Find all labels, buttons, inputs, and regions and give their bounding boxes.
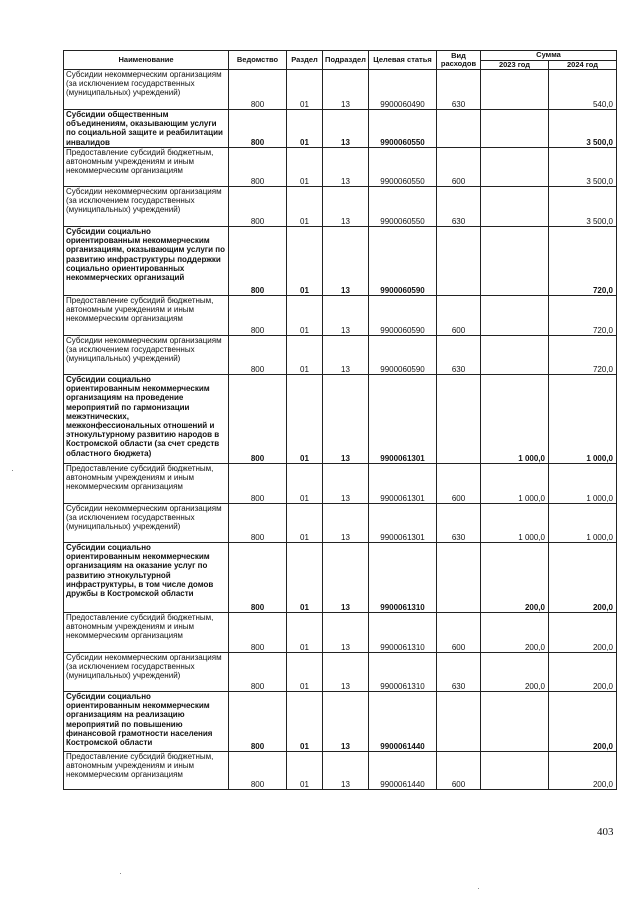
row-sum-2023: 1 000,0 (481, 464, 549, 504)
row-sum-2023 (481, 187, 549, 227)
row-name: Предоставление субсидий бюджетным, автономным учреждениям и иным некоммерческим организациям (64, 613, 229, 653)
row-department: 800 (229, 653, 287, 692)
row-expense-type: 630 (437, 504, 481, 543)
row-department: 800 (229, 148, 287, 187)
row-expense-type: 600 (437, 464, 481, 504)
row-expense-type (437, 227, 481, 296)
row-target-item: 9900060590 (369, 296, 437, 336)
header-year-2023: 2023 год (481, 60, 549, 70)
header-sum: Сумма (481, 51, 617, 61)
row-expense-type: 630 (437, 187, 481, 227)
row-name: Субсидии некоммерческим организациям (за исключением государственных (муниципальных) учреждений) (64, 187, 229, 227)
row-subsection: 13 (323, 110, 369, 148)
row-department: 800 (229, 296, 287, 336)
table-row (64, 752, 617, 790)
scan-speck (478, 888, 479, 889)
row-sum-2024: 3 500,0 (549, 110, 617, 148)
scan-speck (120, 873, 121, 874)
row-department: 800 (229, 464, 287, 504)
row-sum-2023 (481, 70, 549, 110)
row-expense-type (437, 692, 481, 752)
row-name: Субсидии социально ориентированным некоммерческим организациям на проведение мероприятий по гармонизации межэтнических, межконфессиональных отношений и этнокультурному развитию народов в Костромской области (за счет средств областного бюджета) (64, 375, 229, 464)
row-department: 800 (229, 227, 287, 296)
row-sum-2023: 200,0 (481, 543, 549, 613)
row-name: Предоставление субсидий бюджетным, автономным учреждениям и иным некоммерческим организациям (64, 296, 229, 336)
header-row-top (64, 51, 617, 61)
row-target-item: 9900061440 (369, 692, 437, 752)
row-sum-2023 (481, 692, 549, 752)
row-sum-2024: 1 000,0 (549, 504, 617, 543)
row-expense-type: 600 (437, 148, 481, 187)
row-section: 01 (287, 70, 323, 110)
row-target-item: 9900061310 (369, 613, 437, 653)
row-subsection: 13 (323, 613, 369, 653)
header-subsection: Подраздел (323, 51, 369, 70)
row-sum-2024: 720,0 (549, 227, 617, 296)
row-section: 01 (287, 752, 323, 790)
row-department: 800 (229, 504, 287, 543)
row-subsection: 13 (323, 296, 369, 336)
table-row (64, 692, 617, 752)
row-sum-2023 (481, 110, 549, 148)
row-department: 800 (229, 613, 287, 653)
row-subsection: 13 (323, 70, 369, 110)
row-sum-2023 (481, 752, 549, 790)
row-subsection: 13 (323, 187, 369, 227)
row-subsection: 13 (323, 336, 369, 375)
scan-speck (12, 470, 13, 471)
row-expense-type: 630 (437, 70, 481, 110)
row-name: Субсидии общественным объединениям, оказывающим услуги по социальной защите и реабилитации инвалидов (64, 110, 229, 148)
row-target-item: 9900060590 (369, 336, 437, 375)
row-sum-2024: 1 000,0 (549, 375, 617, 464)
row-subsection: 13 (323, 543, 369, 613)
header-expense-type: Вид расходов (437, 51, 481, 70)
row-expense-type: 600 (437, 296, 481, 336)
table-row (64, 227, 617, 296)
row-section: 01 (287, 653, 323, 692)
budget-table (63, 50, 617, 790)
row-sum-2024: 200,0 (549, 653, 617, 692)
row-name: Субсидии некоммерческим организациям (за исключением государственных (муниципальных) учреждений) (64, 336, 229, 375)
row-department: 800 (229, 70, 287, 110)
row-name: Предоставление субсидий бюджетным, автономным учреждениям и иным некоммерческим организациям (64, 752, 229, 790)
row-section: 01 (287, 504, 323, 543)
row-department: 800 (229, 752, 287, 790)
row-target-item: 9900061301 (369, 375, 437, 464)
header-year-2024: 2024 год (549, 60, 617, 70)
row-subsection: 13 (323, 504, 369, 543)
row-name: Субсидии некоммерческим организациям (за исключением государственных (муниципальных) учреждений) (64, 70, 229, 110)
table-body (64, 70, 617, 790)
row-section: 01 (287, 375, 323, 464)
row-target-item: 9900061310 (369, 653, 437, 692)
row-target-item: 9900060550 (369, 187, 437, 227)
row-section: 01 (287, 148, 323, 187)
row-department: 800 (229, 110, 287, 148)
row-sum-2023 (481, 336, 549, 375)
row-department: 800 (229, 336, 287, 375)
row-target-item: 9900061310 (369, 543, 437, 613)
row-sum-2024: 200,0 (549, 613, 617, 653)
row-sum-2024: 1 000,0 (549, 464, 617, 504)
table-row (64, 375, 617, 464)
row-name: Субсидии социально ориентированным некоммерческим организациям на реализацию мероприятий по повышению финансовой грамотности населения Костромской области (64, 692, 229, 752)
row-department: 800 (229, 187, 287, 227)
row-sum-2023: 200,0 (481, 613, 549, 653)
row-name: Предоставление субсидий бюджетным, автономным учреждениям и иным некоммерческим организациям (64, 464, 229, 504)
header-department: Ведомство (229, 51, 287, 70)
row-name: Субсидии социально ориентированным некоммерческим организациям, оказывающим услуги по развитию инфраструктуры поддержки социально ориентированных некоммерческих организаций (64, 227, 229, 296)
row-subsection: 13 (323, 464, 369, 504)
row-subsection: 13 (323, 375, 369, 464)
row-sum-2024: 540,0 (549, 70, 617, 110)
row-target-item: 9900060550 (369, 110, 437, 148)
row-name: Субсидии некоммерческим организациям (за исключением государственных (муниципальных) учреждений) (64, 504, 229, 543)
row-subsection: 13 (323, 227, 369, 296)
row-sum-2023: 1 000,0 (481, 504, 549, 543)
header-section: Раздел (287, 51, 323, 70)
row-sum-2023: 200,0 (481, 653, 549, 692)
row-section: 01 (287, 543, 323, 613)
table-row (64, 464, 617, 504)
row-name: Субсидии некоммерческим организациям (за исключением государственных (муниципальных) учреждений) (64, 653, 229, 692)
table-row (64, 336, 617, 375)
row-sum-2024: 720,0 (549, 296, 617, 336)
row-target-item: 9900061301 (369, 464, 437, 504)
row-sum-2023 (481, 148, 549, 187)
row-department: 800 (229, 543, 287, 613)
row-sum-2024: 720,0 (549, 336, 617, 375)
row-sum-2024: 3 500,0 (549, 187, 617, 227)
row-section: 01 (287, 336, 323, 375)
header-target-item: Целевая статья (369, 51, 437, 70)
row-name: Субсидии социально ориентированным некоммерческим организациям на оказание услуг по развитию этнокультурной инфраструктуры, в том числе домов дружбы в Костромской области (64, 543, 229, 613)
row-expense-type: 630 (437, 653, 481, 692)
row-expense-type (437, 375, 481, 464)
row-subsection: 13 (323, 653, 369, 692)
table-row (64, 110, 617, 148)
table-row (64, 653, 617, 692)
row-target-item: 9900061440 (369, 752, 437, 790)
row-section: 01 (287, 187, 323, 227)
row-sum-2024: 200,0 (549, 543, 617, 613)
row-expense-type: 600 (437, 752, 481, 790)
row-name: Предоставление субсидий бюджетным, автономным учреждениям и иным некоммерческим организациям (64, 148, 229, 187)
row-sum-2024: 200,0 (549, 752, 617, 790)
row-section: 01 (287, 110, 323, 148)
row-target-item: 9900060490 (369, 70, 437, 110)
row-section: 01 (287, 227, 323, 296)
row-sum-2023 (481, 296, 549, 336)
row-sum-2024: 200,0 (549, 692, 617, 752)
table-row (64, 296, 617, 336)
row-expense-type: 600 (437, 613, 481, 653)
table-row (64, 70, 617, 110)
row-department: 800 (229, 375, 287, 464)
row-section: 01 (287, 692, 323, 752)
row-department: 800 (229, 692, 287, 752)
table-row (64, 543, 617, 613)
table-row (64, 613, 617, 653)
row-target-item: 9900061301 (369, 504, 437, 543)
row-subsection: 13 (323, 148, 369, 187)
row-target-item: 9900060550 (369, 148, 437, 187)
row-expense-type (437, 543, 481, 613)
row-sum-2024: 3 500,0 (549, 148, 617, 187)
table-row (64, 504, 617, 543)
row-subsection: 13 (323, 752, 369, 790)
row-sum-2023: 1 000,0 (481, 375, 549, 464)
row-section: 01 (287, 613, 323, 653)
row-subsection: 13 (323, 692, 369, 752)
row-target-item: 9900060590 (369, 227, 437, 296)
page-number: 403 (597, 826, 614, 838)
row-section: 01 (287, 464, 323, 504)
table-row (64, 148, 617, 187)
header-name: Наименование (64, 51, 229, 70)
table-row (64, 187, 617, 227)
row-section: 01 (287, 296, 323, 336)
row-expense-type (437, 110, 481, 148)
row-expense-type: 630 (437, 336, 481, 375)
row-sum-2023 (481, 227, 549, 296)
